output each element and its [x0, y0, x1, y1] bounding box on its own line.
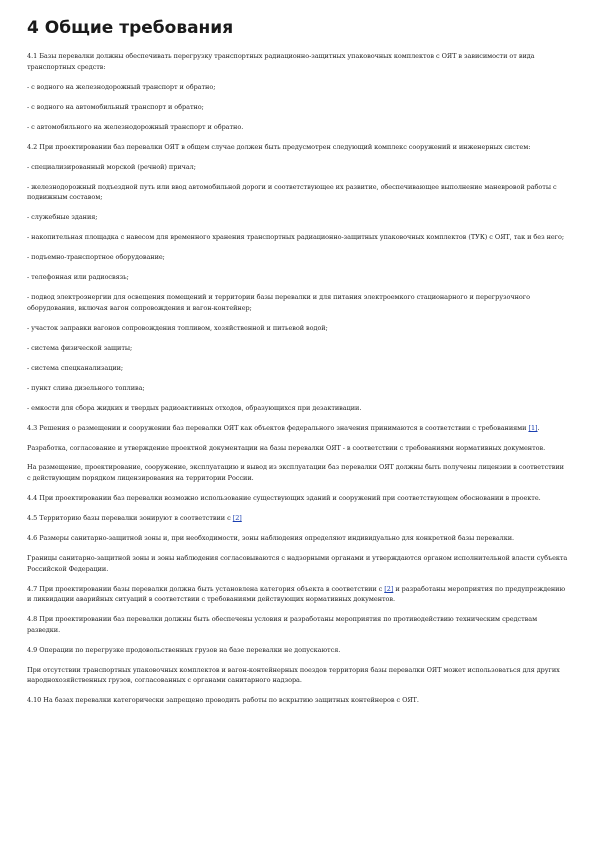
paragraph — [27, 252, 568, 263]
paragraph-text: - пункт слива дизельного топлива; — [27, 383, 145, 392]
paragraph-text: На размещение, проектирование, сооружение, эксплуатацию и вывод из эксплуатации баз перевалки ОЯТ должны быть получены лицензии в соответствии с действующим порядком лицензирования на территории России. — [27, 463, 564, 483]
paragraph-text: - система спецканализации; — [27, 363, 124, 372]
paragraph — [27, 403, 568, 414]
paragraph-text: - железнодорожный подъездной путь или ввод автомобильной дороги и соответствующее их развитие, обеспечивающее выполнение маневровой работы с подвижным составом; — [27, 182, 557, 202]
paragraph — [27, 665, 568, 686]
paragraph-text: - с автомобильного на железнодорожный транспорт и обратно. — [27, 122, 244, 131]
section-title: 4 Общие требования — [27, 18, 234, 38]
paragraph — [27, 212, 568, 223]
paragraph-text: - подвод электроэнергии для освещения помещений и территории базы перевалки и для питания электроемкого стационарного и перегрузочного оборудования, включая вагон сопровождения и вагон-контейнер; — [27, 293, 530, 312]
paragraph — [27, 383, 568, 394]
paragraph — [27, 493, 568, 504]
reference-link[interactable]: [2] — [232, 514, 242, 523]
paragraph — [27, 122, 568, 133]
paragraph-text: 4.10 На базах перевалки категорически запрещено проводить работы по вскрытию защитных контейнеров с ОЯТ. — [27, 696, 419, 705]
paragraph — [27, 423, 568, 434]
reference-link[interactable]: [2] — [384, 584, 394, 593]
paragraph — [27, 533, 568, 544]
paragraph-text: 4.8 При проектировании баз перевалки должны быть обеспечены условия и разработаны мероприятия по противодействию техническим средствам разведки. — [27, 615, 538, 634]
paragraph-text: - специализированный морской (речной) причал; — [27, 162, 196, 171]
paragraph — [27, 292, 568, 313]
paragraph-text: - участок заправки вагонов сопровождения топливом, хозяйственной и питьевой водой; — [27, 323, 328, 332]
paragraph-text: 4.4 При проектировании баз перевалки возможно использование существующих зданий и сооружений при соответствующем обосновании в проекте. — [27, 494, 541, 503]
paragraph-text: - накопительная площадка с навесом для временного хранения транспортных радиационно-защитных упаковочных комплектов (ТУК) с ОЯТ, так и без него; — [27, 233, 565, 242]
paragraph-text: 4.3 Решения о размещении и сооружении баз перевалки ОЯТ как объектов федерального значения принимаются в соответствии с требованиями — [27, 423, 529, 432]
paragraph — [27, 162, 568, 173]
paragraph — [27, 553, 568, 574]
paragraph — [27, 142, 568, 153]
paragraph — [27, 272, 568, 283]
paragraph — [27, 614, 568, 635]
paragraph — [27, 102, 568, 113]
paragraph-text: 4.5 Территорию базы перевалки зонируют в соответствии с — [27, 514, 233, 523]
paragraph — [27, 462, 568, 483]
paragraph-text: 4.6 Размеры санитарно-защитной зоны и, при необходимости, зоны наблюдения определяют индивидуально для конкретной базы перевалки. — [27, 534, 515, 543]
paragraph-text: - система физической защиты; — [27, 343, 133, 352]
paragraph — [27, 645, 568, 656]
paragraph-text: - служебные здания; — [27, 213, 98, 222]
paragraph-text: . — [537, 423, 540, 432]
paragraph-text: При отсутствии транспортных упаковочных комплектов и вагон-контейнерных поездов территория базы перевалки ОЯТ может использоваться для других народнохозяйственных грузов, согласованных с органами санитарного надзора. — [27, 665, 560, 685]
paragraph — [27, 182, 568, 203]
paragraph-text: - телефонная или радиосвязь; — [27, 273, 129, 282]
paragraph — [27, 584, 568, 605]
paragraph-text: 4.1 Базы перевалки должны обеспечивать перегрузку транспортных радиационно-защитных упаковочных комплектов с ОЯТ в зависимости от вида транспортных средств: — [27, 52, 535, 71]
paragraph-text: 4.9 Операции по перегрузке продовольственных грузов на базе перевалки не допускаются. — [27, 645, 341, 654]
paragraph-text: Границы санитарно-защитной зоны и зоны наблюдения согласовываются с надзорными органами и утверждаются органом исполнительной власти субъекта Российской Федерации. — [27, 554, 568, 573]
paragraph — [27, 363, 568, 374]
paragraph-text: - с водного на железнодорожный транспорт и обратно; — [27, 82, 216, 91]
paragraph-text: - подъемно-транспортное оборудование; — [27, 253, 165, 262]
paragraph-text: и разработаны мероприятия по предупреждению и ликвидации аварийных ситуаций в соответствии с требованиями действующих нормативных документов. — [27, 584, 566, 604]
paragraph — [27, 51, 568, 72]
section-body — [27, 51, 568, 706]
paragraph-text: - с водного на автомобильный транспорт и обратно; — [27, 102, 204, 111]
paragraph — [27, 695, 568, 706]
paragraph-text: - емкости для сбора жидких и твердых радиоактивных отходов, образующихся при дезактивации. — [27, 403, 362, 412]
paragraph-text: Разработка, согласование и утверждение проектной документации на базы перевалки ОЯТ - в соответствии с требованиями нормативных документов. — [27, 443, 546, 452]
paragraph — [27, 82, 568, 93]
paragraph — [27, 232, 568, 243]
paragraph-text: 4.2 При проектировании баз перевалки ОЯТ в общем случае должен быть предусмотрен следующий комплекс сооружений и инженерных систем: — [27, 142, 531, 151]
paragraph — [27, 513, 568, 524]
paragraph — [27, 343, 568, 354]
paragraph — [27, 323, 568, 334]
reference-link[interactable]: [1] — [528, 423, 538, 432]
paragraph — [27, 443, 568, 454]
paragraph-text: 4.7 При проектировании базы перевалки должна быть установлена категория объекта в соответствии с — [27, 584, 385, 593]
